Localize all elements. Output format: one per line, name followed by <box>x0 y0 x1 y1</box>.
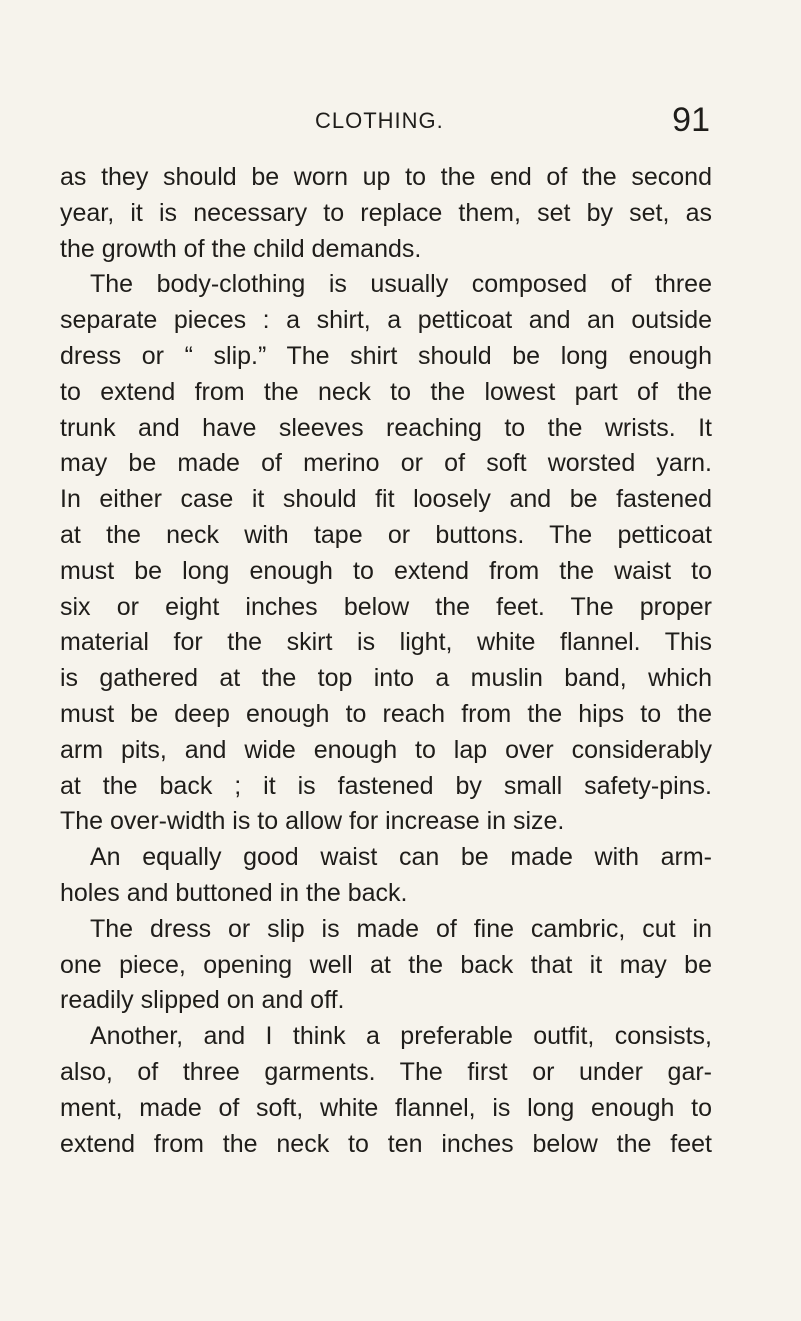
text-line: The dress or slip is made of fine cambric, cut in <box>90 914 712 943</box>
text-line: at the neck with tape or buttons. The petticoat <box>60 520 712 549</box>
running-head <box>60 101 710 146</box>
text-line: to extend from the neck to the lowest part of the <box>60 377 712 406</box>
running-title: CLOTHING. <box>315 108 444 133</box>
text-line: The body-clothing is usually composed of three <box>90 270 712 299</box>
text-line: The over-width is to allow for increase in size. <box>60 807 565 836</box>
text-line: arm pits, and wide enough to lap over considerably <box>60 735 712 764</box>
text-line: dress or “ slip.” The shirt should be long enough <box>60 341 712 370</box>
text-line: must be deep enough to reach from the hips to the <box>60 699 712 728</box>
text-line: material for the skirt is light, white flannel. This <box>60 628 712 657</box>
text-line: as they should be worn up to the end of the second <box>60 163 712 191</box>
text-line: the growth of the child demands. <box>60 234 422 263</box>
text-line: may be made of merino or of soft worsted yarn. <box>60 449 712 478</box>
text-line: In either case it should fit loosely and be fastened <box>60 485 712 514</box>
text-line: trunk and have sleeves reaching to the wrists. It <box>60 413 712 442</box>
text-line: readily slipped on and off. <box>60 986 345 1015</box>
text-line: is gathered at the top into a muslin band, which <box>60 664 712 693</box>
text-line: also, of three garments. The first or under gar- <box>60 1057 712 1086</box>
page-number: 91 <box>672 101 710 139</box>
text-line: separate pieces : a shirt, a petticoat and an outside <box>60 306 712 335</box>
text-line: at the back ; it is fastened by small safety-pins. <box>60 771 712 800</box>
text-line: one piece, opening well at the back that it may be <box>60 950 712 979</box>
text-line: year, it is necessary to replace them, set by set, as <box>60 198 712 227</box>
text-line: ment, made of soft, white flannel, is long enough to <box>60 1093 712 1122</box>
text-line: holes and buttoned in the back. <box>60 878 408 907</box>
body-text <box>60 160 712 1162</box>
text-line: extend from the neck to ten inches below the feet <box>60 1129 712 1158</box>
text-line: An equally good waist can be made with arm- <box>90 843 712 872</box>
text-line: Another, and I think a preferable outfit, consists, <box>90 1022 712 1051</box>
text-line: six or eight inches below the feet. The proper <box>60 592 712 621</box>
text-line: must be long enough to extend from the waist to <box>60 556 712 585</box>
